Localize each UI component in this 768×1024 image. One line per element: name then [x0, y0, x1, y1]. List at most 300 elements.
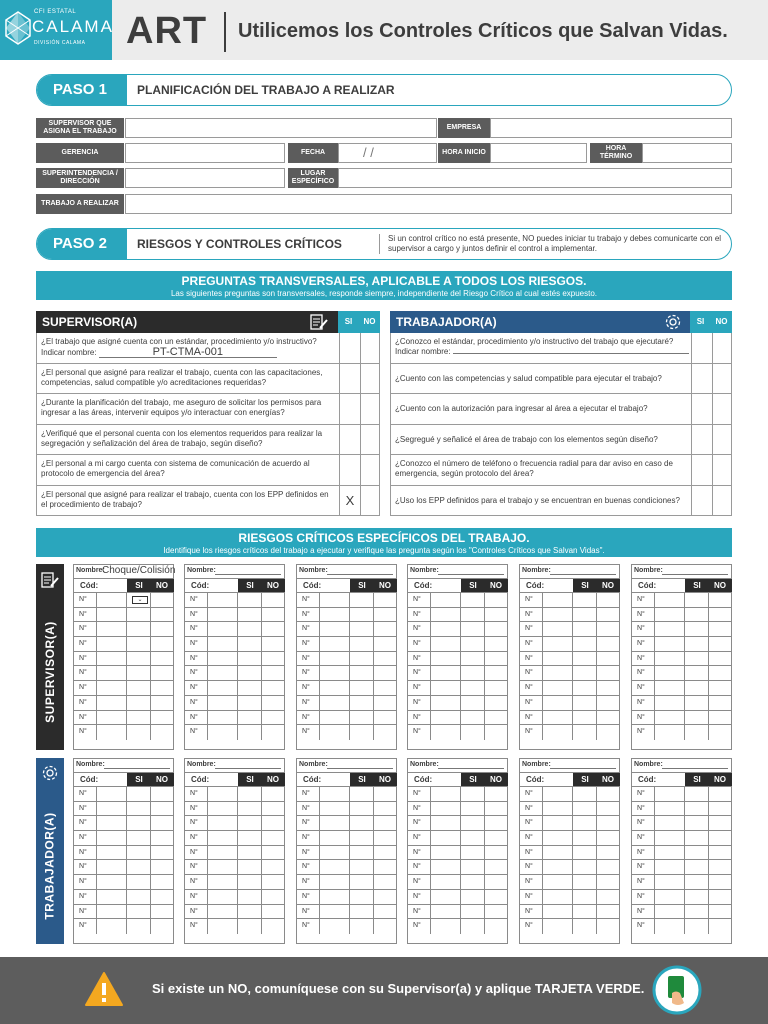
- risk-row-no-cell[interactable]: [708, 666, 709, 680]
- risk-row-no-cell[interactable]: [484, 696, 485, 710]
- risk-row-no-cell[interactable]: [373, 681, 374, 695]
- risk-row-no-cell[interactable]: [708, 919, 709, 934]
- risk-row-si-cell[interactable]: [460, 666, 461, 680]
- risk-row-si-cell[interactable]: [684, 919, 685, 934]
- trabajador-q1-no[interactable]: [712, 333, 733, 363]
- risk-row-si-cell[interactable]: [126, 890, 127, 904]
- supervisor-q2-no[interactable]: [360, 364, 381, 394]
- risk-row-si-cell[interactable]: [460, 816, 461, 830]
- trabajador-q5-si[interactable]: [691, 455, 712, 485]
- risk-row-no-cell[interactable]: [150, 593, 151, 607]
- risk-name-input[interactable]: [438, 768, 504, 769]
- risk-row-si-cell[interactable]: [684, 666, 685, 680]
- risk-name-input[interactable]: [662, 768, 728, 769]
- risk-row-no-cell[interactable]: [150, 787, 151, 801]
- supervisor-q4-si[interactable]: [339, 425, 360, 455]
- trabajador-q2-no[interactable]: [712, 364, 733, 394]
- risk-row-si-cell[interactable]: [349, 637, 350, 651]
- risk-row-no-cell[interactable]: [373, 802, 374, 816]
- risk-row-no-cell[interactable]: [150, 637, 151, 651]
- risk-row-si-cell[interactable]: [684, 860, 685, 874]
- risk-row-no-cell[interactable]: [373, 831, 374, 845]
- risk-row-no-cell[interactable]: [708, 831, 709, 845]
- risk-row-no-cell[interactable]: [484, 787, 485, 801]
- risk-row-no-cell[interactable]: [484, 681, 485, 695]
- risk-row-no-cell[interactable]: [708, 681, 709, 695]
- risk-name-input[interactable]: [327, 574, 393, 575]
- risk-row-no-cell[interactable]: [150, 711, 151, 725]
- risk-row-number-label: N°: [525, 728, 533, 736]
- risk-row-si-cell[interactable]: [572, 875, 573, 889]
- risk-row-no-cell[interactable]: [708, 787, 709, 801]
- risk-row-si-cell[interactable]: [684, 711, 685, 725]
- risk-row-si-cell[interactable]: [237, 875, 238, 889]
- risk-row-no-cell[interactable]: [261, 593, 262, 607]
- trabajador-q3-si[interactable]: [691, 394, 712, 424]
- risk-row-number-label: N°: [190, 610, 198, 618]
- risk-row-no-cell[interactable]: [150, 831, 151, 845]
- risk-row-si-cell[interactable]: [126, 816, 127, 830]
- dropdown-icon[interactable]: ⌄: [132, 596, 148, 604]
- risk-row-si-cell[interactable]: [126, 787, 127, 801]
- risk-row-si-cell[interactable]: [126, 593, 127, 607]
- risk-row-si-cell[interactable]: [237, 831, 238, 845]
- risk-row-si-cell[interactable]: [349, 905, 350, 919]
- risk-row-no-cell[interactable]: [596, 711, 597, 725]
- trabajo-field[interactable]: [125, 194, 732, 214]
- risk-row-si-cell[interactable]: [126, 846, 127, 860]
- risk-row-si-cell[interactable]: [237, 725, 238, 740]
- trabajador-q6-si[interactable]: [691, 486, 712, 516]
- risk-row-si-cell[interactable]: [126, 725, 127, 740]
- risk-row-si-cell[interactable]: [572, 681, 573, 695]
- risk-row-no-cell[interactable]: [596, 919, 597, 934]
- risk-row-si-cell[interactable]: [460, 831, 461, 845]
- superintendencia-field[interactable]: [125, 168, 285, 188]
- risk-row-no-cell[interactable]: [373, 652, 374, 666]
- risk-row-no-cell[interactable]: [150, 905, 151, 919]
- risk-row-si-cell[interactable]: [460, 890, 461, 904]
- risk-row-number-label: N°: [413, 698, 421, 706]
- risk-row-no-cell[interactable]: [596, 890, 597, 904]
- supervisor-q5-no[interactable]: [360, 455, 381, 485]
- risk-row-no-cell[interactable]: [261, 802, 262, 816]
- risk-row-si-cell[interactable]: [126, 875, 127, 889]
- supervisor-q2-si[interactable]: [339, 364, 360, 394]
- risk-row-no-cell[interactable]: [373, 875, 374, 889]
- risk-row-si-cell[interactable]: [126, 802, 127, 816]
- risk-row-no-cell[interactable]: [484, 919, 485, 934]
- risk-row-no-cell[interactable]: [261, 652, 262, 666]
- risk-row-no-cell[interactable]: [708, 860, 709, 874]
- lugar-field[interactable]: [338, 168, 732, 188]
- risk-row-si-cell[interactable]: [572, 860, 573, 874]
- risk-row-si-cell[interactable]: [684, 696, 685, 710]
- risk-row-no-cell[interactable]: [261, 622, 262, 636]
- risk-row-si-cell[interactable]: [237, 666, 238, 680]
- risk-row-no-cell[interactable]: [261, 890, 262, 904]
- supervisor-q1-value[interactable]: PT-CTMA-001: [99, 347, 277, 358]
- risk-row-no-cell[interactable]: [261, 860, 262, 874]
- risk-row-number-label: N°: [413, 728, 421, 736]
- risk-row-no-cell[interactable]: [596, 787, 597, 801]
- risk-row-si-cell[interactable]: [126, 860, 127, 874]
- risk-row-no-cell[interactable]: [708, 802, 709, 816]
- risk-row-si-cell[interactable]: [460, 711, 461, 725]
- risk-row-no-cell[interactable]: [708, 593, 709, 607]
- risk-row-no-cell[interactable]: [150, 846, 151, 860]
- risk-row-no-cell[interactable]: [596, 637, 597, 651]
- risk-row-si-cell[interactable]: [460, 905, 461, 919]
- risk-row-no-cell[interactable]: [373, 622, 374, 636]
- risk-row-si-cell[interactable]: [126, 608, 127, 622]
- risk-row-no-cell[interactable]: [596, 681, 597, 695]
- supervisor-field[interactable]: [125, 118, 437, 138]
- risk-row-si-cell[interactable]: [572, 652, 573, 666]
- risk-row-si-cell[interactable]: [349, 666, 350, 680]
- risk-row-si-cell[interactable]: [684, 652, 685, 666]
- risk-row-si-cell[interactable]: [126, 637, 127, 651]
- risk-row-si-cell[interactable]: [349, 860, 350, 874]
- risk-row-si-cell[interactable]: [684, 802, 685, 816]
- supervisor-q1-si[interactable]: [339, 333, 360, 363]
- risk-row-no-cell[interactable]: [596, 831, 597, 845]
- risk-row-no-cell[interactable]: [373, 637, 374, 651]
- risk-row-si-cell[interactable]: [126, 681, 127, 695]
- label-gerencia: GERENCIA: [36, 143, 124, 163]
- risk-row-no-cell[interactable]: [708, 875, 709, 889]
- risk-row-no-cell[interactable]: [261, 831, 262, 845]
- hora-inicio-field[interactable]: [490, 143, 587, 163]
- risk-row-si-cell[interactable]: [572, 593, 573, 607]
- risk-row-si-cell[interactable]: [572, 787, 573, 801]
- risk-row-no-cell[interactable]: [150, 802, 151, 816]
- risk-row-no-cell[interactable]: [373, 696, 374, 710]
- risk-row-si-cell[interactable]: [349, 681, 350, 695]
- trabajador-q3-no[interactable]: [712, 394, 733, 424]
- risk-row-si-cell[interactable]: [572, 846, 573, 860]
- risk-row-si-cell[interactable]: [349, 696, 350, 710]
- risk-row-si-cell[interactable]: [572, 725, 573, 740]
- risk-name-input[interactable]: [438, 574, 504, 575]
- risk-row-no-cell[interactable]: [484, 846, 485, 860]
- fecha-field[interactable]: / /: [338, 143, 437, 163]
- risk-row-si-cell[interactable]: [460, 860, 461, 874]
- supervisor-q3-si[interactable]: [339, 394, 360, 424]
- risk-row-no-cell[interactable]: [261, 696, 262, 710]
- risk-row-number-label: N°: [302, 804, 310, 812]
- risk-row-no-cell[interactable]: [261, 846, 262, 860]
- risk-row-si-cell[interactable]: [460, 652, 461, 666]
- risk-row-si-cell[interactable]: [572, 919, 573, 934]
- risk-row-si-cell[interactable]: [460, 875, 461, 889]
- risk-row-no-cell[interactable]: [708, 905, 709, 919]
- risk-row-si-cell[interactable]: [684, 593, 685, 607]
- risk-row-si-cell[interactable]: [684, 637, 685, 651]
- risk-row-no-cell[interactable]: [373, 666, 374, 680]
- risk-row-no-cell[interactable]: [261, 919, 262, 934]
- risk-row-si-cell[interactable]: [460, 637, 461, 651]
- risk-row-si-cell[interactable]: [349, 652, 350, 666]
- trabajador-q4-si[interactable]: [691, 425, 712, 455]
- risk-row-no-cell[interactable]: [596, 725, 597, 740]
- risk-row-no-cell[interactable]: [484, 802, 485, 816]
- risk-row-no-cell[interactable]: [596, 875, 597, 889]
- risk-row-no-cell[interactable]: [596, 846, 597, 860]
- risk-row-si-cell[interactable]: [349, 593, 350, 607]
- risk-row-no-cell[interactable]: [150, 622, 151, 636]
- risk-row-si-cell[interactable]: [349, 711, 350, 725]
- risk-row-no-cell[interactable]: [484, 637, 485, 651]
- risk-row-no-cell[interactable]: [261, 905, 262, 919]
- risk-row-no-cell[interactable]: [484, 875, 485, 889]
- risk-row-no-cell[interactable]: [150, 681, 151, 695]
- risk-row-si-cell[interactable]: [572, 816, 573, 830]
- risk-row-no-cell[interactable]: [708, 622, 709, 636]
- risk-row-si-cell[interactable]: [349, 802, 350, 816]
- risk-row-no-cell[interactable]: [708, 725, 709, 740]
- risk-row-si-cell[interactable]: [572, 666, 573, 680]
- risk-row-si-cell[interactable]: [572, 905, 573, 919]
- risk-row-si-cell[interactable]: [684, 890, 685, 904]
- risk-row-no-cell[interactable]: [484, 890, 485, 904]
- risk-row-no-cell[interactable]: [596, 860, 597, 874]
- risk-row-no-cell[interactable]: [596, 802, 597, 816]
- risk-row-no-cell[interactable]: [484, 622, 485, 636]
- risk-row-no-cell[interactable]: [150, 696, 151, 710]
- risk-row-no-cell[interactable]: [708, 637, 709, 651]
- risk-row-si-cell[interactable]: [237, 637, 238, 651]
- risk-row-no-cell[interactable]: [150, 666, 151, 680]
- hora-termino-field[interactable]: [642, 143, 732, 163]
- risk-row-no-cell[interactable]: [373, 890, 374, 904]
- risk-row-no-cell[interactable]: [596, 666, 597, 680]
- risk-row-si-cell[interactable]: [460, 608, 461, 622]
- risk-row-si-cell[interactable]: [572, 696, 573, 710]
- risk-row-no-cell[interactable]: [373, 711, 374, 725]
- risk-row-no-cell[interactable]: [596, 905, 597, 919]
- risk-row-si-cell[interactable]: [684, 608, 685, 622]
- risk-row-si-cell[interactable]: [572, 890, 573, 904]
- risk-row-si-cell[interactable]: [126, 666, 127, 680]
- risk-row-no-cell[interactable]: [261, 816, 262, 830]
- risk-row-no-cell[interactable]: [596, 652, 597, 666]
- risk-row-no-cell[interactable]: [261, 608, 262, 622]
- risk-row-si-cell[interactable]: [684, 875, 685, 889]
- risk-name-input[interactable]: [550, 574, 616, 575]
- risk-row-no-cell[interactable]: [373, 919, 374, 934]
- risk-row-si-cell[interactable]: [126, 831, 127, 845]
- risk-row-no-cell[interactable]: [373, 860, 374, 874]
- risk-row-si-cell[interactable]: [572, 711, 573, 725]
- risk-row-si-cell[interactable]: [460, 846, 461, 860]
- risk-row-no-cell[interactable]: [150, 608, 151, 622]
- risk-row-no-cell[interactable]: [261, 637, 262, 651]
- risk-row-no-cell[interactable]: [484, 860, 485, 874]
- supervisor-q4-no[interactable]: [360, 425, 381, 455]
- risk-row-no-cell[interactable]: [596, 608, 597, 622]
- risk-row-si-cell[interactable]: [572, 831, 573, 845]
- risk-row-no-cell[interactable]: [373, 846, 374, 860]
- risk-row-no-cell[interactable]: [150, 816, 151, 830]
- risk-row-si-cell[interactable]: [237, 846, 238, 860]
- risk-row-si-cell[interactable]: [684, 787, 685, 801]
- risk-row-no-cell[interactable]: [596, 593, 597, 607]
- risk-row-si-cell[interactable]: [349, 725, 350, 740]
- risk-row-number-label: N°: [79, 790, 87, 797]
- risk-row-si-cell[interactable]: [684, 831, 685, 845]
- risk-row-si-cell[interactable]: [349, 919, 350, 934]
- risk-row-si-cell[interactable]: [237, 622, 238, 636]
- risk-row-si-cell[interactable]: [349, 875, 350, 889]
- risk-row-si-cell[interactable]: [572, 637, 573, 651]
- risk-name-input[interactable]: [104, 768, 170, 769]
- risk-row-si-cell[interactable]: [237, 816, 238, 830]
- risk-row-si-cell[interactable]: [237, 711, 238, 725]
- risk-row-no-cell[interactable]: [150, 875, 151, 889]
- risk-row-si-cell[interactable]: [349, 608, 350, 622]
- risk-row-si-cell[interactable]: [349, 831, 350, 845]
- risk-row-no-cell[interactable]: [261, 875, 262, 889]
- risk-row-no-cell[interactable]: [261, 666, 262, 680]
- risk-row-no-cell[interactable]: [596, 816, 597, 830]
- risk-name-input[interactable]: [215, 768, 281, 769]
- risk-row-no-cell[interactable]: [484, 711, 485, 725]
- trabajador-q6-no[interactable]: [712, 486, 733, 516]
- risk-name-value[interactable]: Choque/Colisión: [102, 565, 176, 576]
- risk-row-si-cell[interactable]: [126, 696, 127, 710]
- risk-row-no-cell[interactable]: [261, 681, 262, 695]
- risk-row: [74, 875, 173, 890]
- risk-row-si-cell[interactable]: [684, 816, 685, 830]
- risk-row-no-cell[interactable]: [373, 608, 374, 622]
- risk-row-si-cell[interactable]: [684, 725, 685, 740]
- risk-name-input[interactable]: [327, 768, 393, 769]
- risk-row-si-cell[interactable]: [237, 890, 238, 904]
- risk-row-no-cell[interactable]: [596, 696, 597, 710]
- risk-row-no-cell[interactable]: [150, 652, 151, 666]
- risk-row-no-cell[interactable]: [261, 787, 262, 801]
- risk-row-no-cell[interactable]: [373, 905, 374, 919]
- supervisor-q6-si[interactable]: X: [339, 486, 360, 516]
- risk-row-si-cell[interactable]: [126, 622, 127, 636]
- risk-row-no-cell[interactable]: [484, 593, 485, 607]
- risk-row-no-cell[interactable]: [373, 787, 374, 801]
- risk-name-input[interactable]: [662, 574, 728, 575]
- risk-row-si-cell[interactable]: [126, 711, 127, 725]
- risk-row-no-cell[interactable]: [484, 816, 485, 830]
- risk-row-si-cell[interactable]: [684, 905, 685, 919]
- risk-row-no-cell[interactable]: [708, 846, 709, 860]
- risk-row-no-cell[interactable]: [484, 725, 485, 740]
- trabajador-q2-si[interactable]: [691, 364, 712, 394]
- risk-row-no-cell[interactable]: [150, 725, 151, 740]
- supervisor-q3-no[interactable]: [360, 394, 381, 424]
- risk-row-no-cell[interactable]: [484, 905, 485, 919]
- risk-row: [632, 905, 731, 920]
- risk-row-si-cell[interactable]: [460, 919, 461, 934]
- risk-name-input[interactable]: [550, 768, 616, 769]
- risk-row-si-cell[interactable]: [126, 652, 127, 666]
- risk-row-si-cell[interactable]: [237, 696, 238, 710]
- risk-row-si-cell[interactable]: [349, 846, 350, 860]
- risk-row-si-cell[interactable]: [237, 905, 238, 919]
- gerencia-field[interactable]: [125, 143, 285, 163]
- risk-row-no-cell[interactable]: [150, 860, 151, 874]
- risk-row-si-cell[interactable]: [572, 622, 573, 636]
- risk-row-si-cell[interactable]: [572, 802, 573, 816]
- risk-row-si-cell[interactable]: [460, 725, 461, 740]
- trabajador-q1-si[interactable]: [691, 333, 712, 363]
- risk-row-no-cell[interactable]: [373, 593, 374, 607]
- risk-row-si-cell[interactable]: [237, 652, 238, 666]
- supervisor-q1-no[interactable]: [360, 333, 381, 363]
- risk-row-no-cell[interactable]: [150, 919, 151, 934]
- risk-row-si-cell[interactable]: [349, 890, 350, 904]
- risk-row-no-cell[interactable]: [708, 652, 709, 666]
- risk-row-no-cell[interactable]: [373, 725, 374, 740]
- risk-row-no-cell[interactable]: [484, 608, 485, 622]
- risk-row-no-cell[interactable]: [708, 890, 709, 904]
- trabajador-q5-no[interactable]: [712, 455, 733, 485]
- trabajador-q1-value[interactable]: [453, 353, 689, 354]
- risk-row-no-cell[interactable]: [484, 831, 485, 845]
- risk-row-si-cell[interactable]: [126, 919, 127, 934]
- risk-row-si-cell[interactable]: [460, 681, 461, 695]
- risk-row-no-cell[interactable]: [150, 890, 151, 904]
- risk-row-si-cell[interactable]: [237, 787, 238, 801]
- risk-row-si-cell[interactable]: [237, 608, 238, 622]
- risk-row-si-cell[interactable]: [684, 681, 685, 695]
- risk-row-si-cell[interactable]: [126, 905, 127, 919]
- risk-row-si-cell[interactable]: [572, 608, 573, 622]
- risk-name-input[interactable]: [215, 574, 281, 575]
- risk-row-no-cell[interactable]: [373, 816, 374, 830]
- risk-row-no-cell[interactable]: [261, 711, 262, 725]
- risk-row-number-label: N°: [190, 728, 198, 736]
- risk-row-si-cell[interactable]: [684, 846, 685, 860]
- risk-row-no-cell[interactable]: [708, 711, 709, 725]
- risk-no-header: NO: [261, 579, 285, 592]
- risk-row-si-cell[interactable]: [237, 802, 238, 816]
- supervisor-q5-si[interactable]: [339, 455, 360, 485]
- risk-row-no-cell[interactable]: [484, 666, 485, 680]
- risk-row-si-cell[interactable]: [460, 593, 461, 607]
- empresa-field[interactable]: [490, 118, 732, 138]
- trabajador-q4-no[interactable]: [712, 425, 733, 455]
- risk-row-si-cell[interactable]: [349, 622, 350, 636]
- risk-row-si-cell[interactable]: [460, 696, 461, 710]
- risk-row-si-cell[interactable]: [237, 860, 238, 874]
- risk-row-si-cell[interactable]: [237, 593, 238, 607]
- risk-row-no-cell[interactable]: [484, 652, 485, 666]
- risk-row-si-cell[interactable]: [349, 816, 350, 830]
- risk-row-si-cell[interactable]: [237, 919, 238, 934]
- risk-row-no-cell[interactable]: [596, 622, 597, 636]
- risk-row-si-cell[interactable]: [460, 622, 461, 636]
- risk-row-si-cell[interactable]: [460, 802, 461, 816]
- risk-row-number-label: N°: [190, 654, 198, 662]
- risk-row-si-cell[interactable]: [349, 787, 350, 801]
- risk-row-si-cell[interactable]: [460, 787, 461, 801]
- supervisor-q6-no[interactable]: [360, 486, 381, 516]
- risk-row-no-cell[interactable]: [708, 696, 709, 710]
- risk-row-no-cell[interactable]: [708, 608, 709, 622]
- risk-row-no-cell[interactable]: [708, 816, 709, 830]
- risk-row-si-cell[interactable]: [684, 622, 685, 636]
- risk-row-no-cell[interactable]: [261, 725, 262, 740]
- risk-row-si-cell[interactable]: [237, 681, 238, 695]
